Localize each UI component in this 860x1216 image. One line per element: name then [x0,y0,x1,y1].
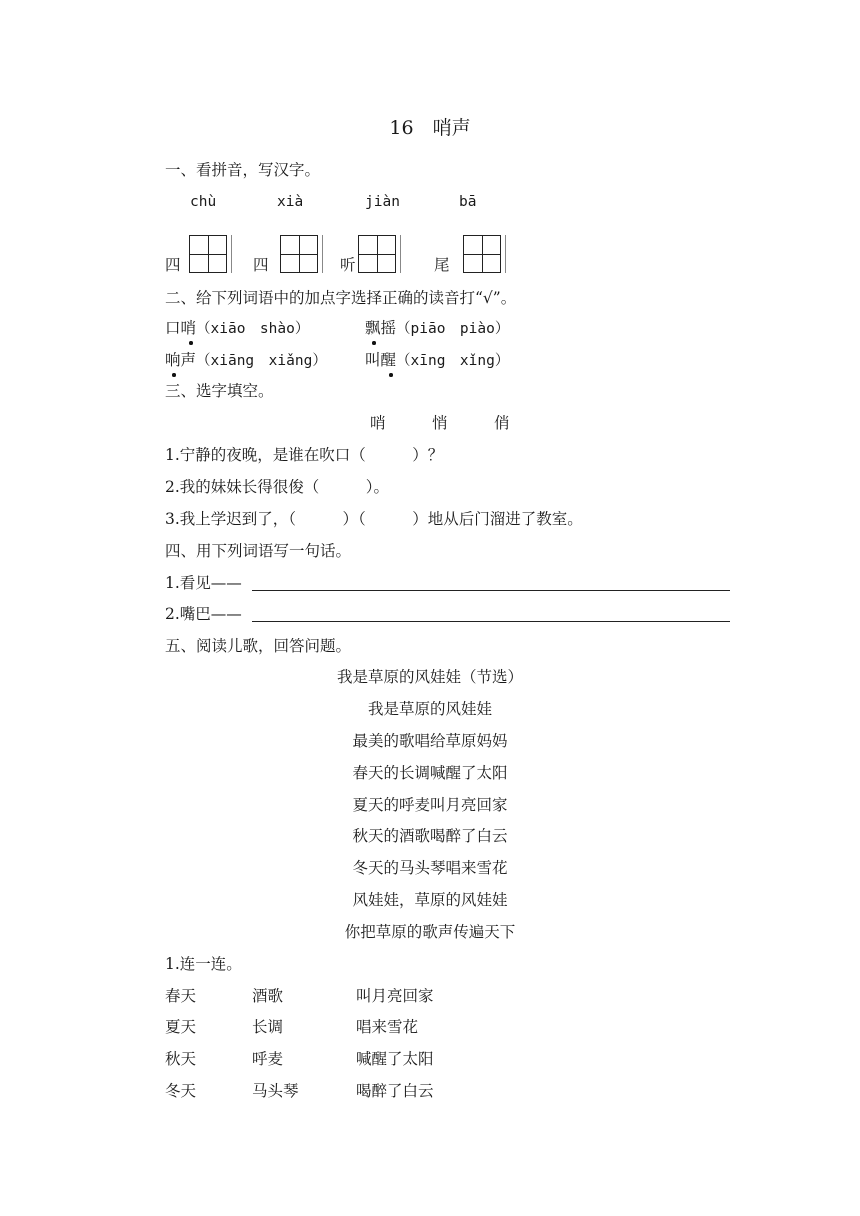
fill-question-1: 1.宁静的夜晚，是谁在吹口（ ）？ [165,446,444,464]
choice-chars: 哨 悄 俏 [370,414,510,432]
grid-divider [231,235,232,273]
poem-line: 最美的歌唱给草原妈妈 [352,732,508,750]
grid-divider [400,235,401,273]
hanzi-prefix-2: 四 [253,256,269,274]
writing-grid-box[interactable] [463,235,501,273]
poem-line: 春天的长调喊醒了太阳 [352,764,508,782]
match-col1-item[interactable]: 春天 [165,987,197,1005]
poem-line: 秋天的酒歌喝醉了白云 [352,827,508,845]
sentence-prompt-2: 2.嘴巴—— [165,605,242,623]
grid-divider [505,235,506,273]
match-col3-item[interactable]: 叫月亮回家 [356,987,434,1005]
answer-line[interactable] [252,590,730,591]
answer-line[interactable] [252,621,730,622]
word-item: 响声（xiāng xiǎng） [165,351,327,369]
poem-line: 冬天的马头琴唱来雪花 [352,859,508,877]
word-item: 口哨（xiāo shào） [165,319,310,337]
pinyin-4: bā [459,194,477,210]
section-1-heading: 一、看拼音，写汉字。 [165,161,321,179]
fill-question-3: 3.我上学迟到了，（ ）（ ）地从后门溜进了教室。 [165,510,583,528]
match-col2-item[interactable]: 酒歌 [252,987,284,1005]
page-title: 16 哨声 [389,117,471,139]
match-col2-item[interactable]: 长调 [252,1018,284,1036]
match-col2-item[interactable]: 马头琴 [252,1082,299,1100]
poem-line: 风娃娃，草原的风娃娃 [352,891,508,909]
match-col3-item[interactable]: 喊醒了太阳 [356,1050,434,1068]
match-question: 1.连一连。 [165,955,242,973]
poem-title: 我是草原的风娃娃（节选） [336,668,523,686]
match-col1-item[interactable]: 秋天 [165,1050,197,1068]
pinyin-3: jiàn [365,194,400,210]
hanzi-prefix-1: 四 [165,256,181,274]
word-item: 飘摇（piāo piào） [365,319,510,337]
section-3-heading: 三、选字填空。 [165,382,274,400]
match-col1-item[interactable]: 夏天 [165,1018,197,1036]
emphasis-dot [172,373,176,377]
section-5-heading: 五、阅读儿歌，回答问题。 [165,637,352,655]
writing-grid-box[interactable] [189,235,227,273]
emphasis-dot [389,373,393,377]
writing-grid-box[interactable] [358,235,396,273]
writing-grid-box[interactable] [280,235,318,273]
pinyin-1: chù [190,194,217,210]
pinyin-2: xià [277,194,304,210]
poem-line: 夏天的呼麦叫月亮回家 [352,796,508,814]
section-4-heading: 四、用下列词语写一句话。 [165,542,352,560]
match-col2-item[interactable]: 呼麦 [252,1050,284,1068]
poem-line: 你把草原的歌声传遍天下 [344,923,516,941]
hanzi-prefix-4: 尾 [434,256,450,274]
grid-divider [322,235,323,273]
hanzi-prefix-3: 听 [340,256,356,274]
emphasis-dot [372,341,376,345]
section-2-heading: 二、给下列词语中的加点字选择正确的读音打“√”。 [165,289,517,307]
match-col3-item[interactable]: 喝醉了白云 [356,1082,434,1100]
fill-question-2: 2.我的妹妹长得很俊（ ）。 [165,478,390,496]
poem-line: 我是草原的风娃娃 [367,700,492,718]
emphasis-dot [189,341,193,345]
word-item: 叫醒（xīng xǐng） [365,351,510,369]
sentence-prompt-1: 1.看见—— [165,574,242,592]
match-col3-item[interactable]: 唱来雪花 [356,1018,419,1036]
match-col1-item[interactable]: 冬天 [165,1082,197,1100]
